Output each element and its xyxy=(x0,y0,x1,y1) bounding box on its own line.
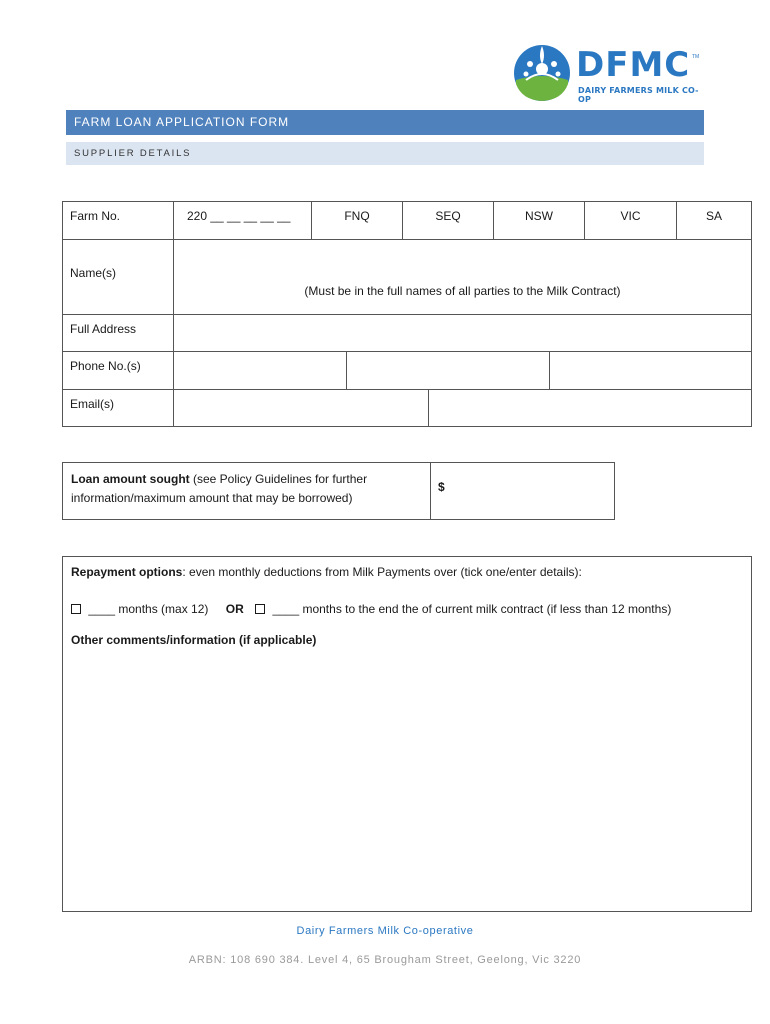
dfmc-logo xyxy=(512,42,702,106)
farm-no-field[interactable]: 220 __ __ __ __ __ xyxy=(173,201,312,240)
names-note: (Must be in the full names of all parties to the Milk Contract) xyxy=(304,284,621,298)
region-nsw[interactable]: NSW xyxy=(493,201,585,240)
repayment-box xyxy=(62,556,752,912)
region-fnq[interactable]: FNQ xyxy=(311,201,403,240)
option2-checkbox[interactable] xyxy=(255,604,265,614)
comments-area[interactable] xyxy=(63,653,751,911)
loan-amount-field[interactable] xyxy=(430,462,615,520)
repayment-heading: Repayment options: even monthly deductions from Milk Payments over (tick one/enter details): xyxy=(71,565,582,579)
email-field-1[interactable] xyxy=(173,389,429,427)
email-label: Email(s) xyxy=(62,389,174,427)
loan-amount-label: Loan amount sought (see Policy Guidelines for further information/maximum amount that may be borrowed) xyxy=(62,462,431,520)
region-seq[interactable]: SEQ xyxy=(402,201,494,240)
option2-text: ____ months to the end the of current milk contract (if less than 12 months) xyxy=(272,602,672,616)
phone-field-3[interactable] xyxy=(549,351,752,390)
region-vic[interactable]: VIC xyxy=(584,201,677,240)
address-label: Full Address xyxy=(62,314,174,352)
phone-label: Phone No.(s) xyxy=(62,351,174,390)
section-subtitle: SUPPLIER DETAILS xyxy=(66,142,704,165)
farm-no-label: Farm No. xyxy=(62,201,174,240)
footer-org-name: Dairy Farmers Milk Co-operative xyxy=(296,925,474,937)
option1-text: ____ months (max 12) xyxy=(88,602,209,616)
logo-wordmark: DFMC xyxy=(576,45,691,85)
address-field[interactable] xyxy=(173,314,752,352)
option1-checkbox[interactable] xyxy=(71,604,81,614)
cow-globe-icon xyxy=(512,42,572,104)
form-title: FARM LOAN APPLICATION FORM xyxy=(66,110,704,135)
region-sa[interactable]: SA xyxy=(676,201,752,240)
logo-trademark: TM xyxy=(692,54,700,60)
phone-field-1[interactable] xyxy=(173,351,347,390)
comments-label: Other comments/information (if applicable) xyxy=(71,633,317,647)
phone-field-2[interactable] xyxy=(346,351,550,390)
names-label: Name(s) xyxy=(62,239,174,315)
or-label: OR xyxy=(225,602,244,616)
repayment-options xyxy=(71,602,671,616)
currency-symbol: $ xyxy=(438,480,445,494)
names-field[interactable] xyxy=(173,239,752,315)
logo-tagline: DAIRY FARMERS MILK CO-OP xyxy=(578,86,699,104)
footer-address: ARBN: 108 690 384. Level 4, 65 Brougham Street, Geelong, Vic 3220 xyxy=(188,954,582,966)
email-field-2[interactable] xyxy=(428,389,752,427)
